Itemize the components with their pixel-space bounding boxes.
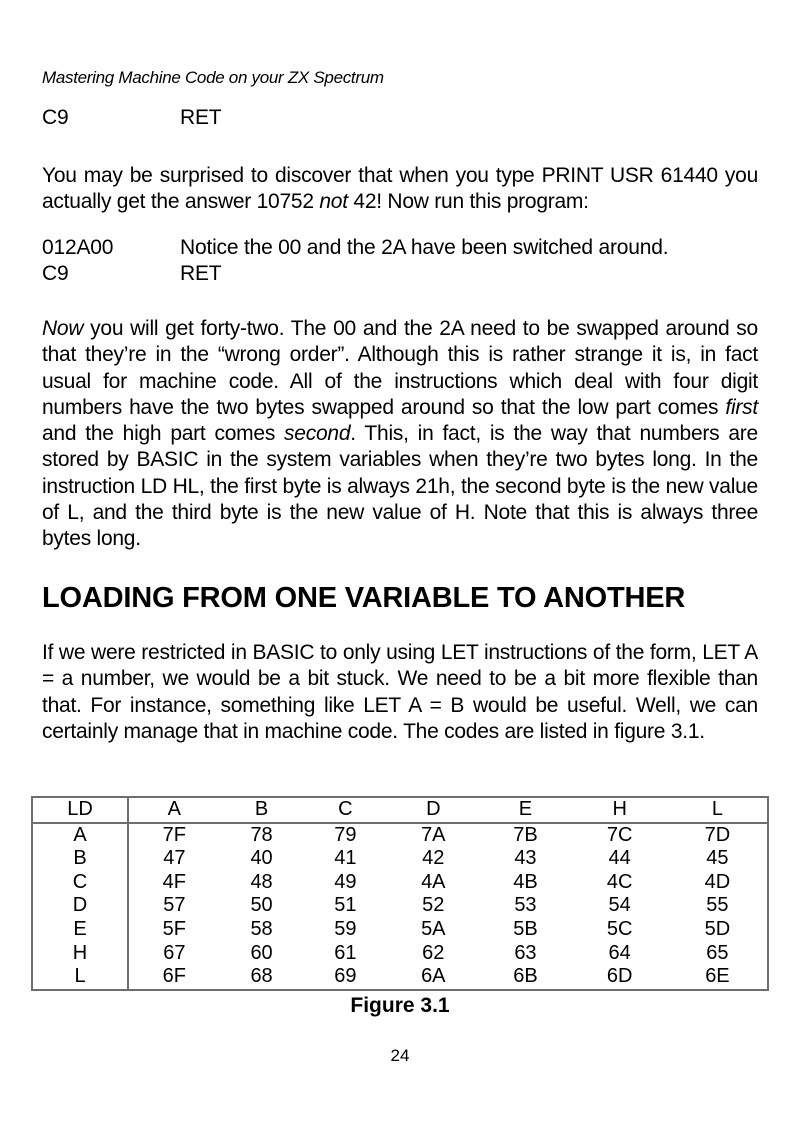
opcode-cell: 6F [162, 965, 186, 988]
row-label: L [32, 965, 128, 990]
opcode-cell: 55 [668, 894, 768, 918]
text-run: . This, in fact, is the way that numbers are stored by BASIC in the system variables when they’re two bytes long. In the instruction LD HL, the first byte is always 21h, the second byte is the new value of L, and the third byte is the new value of H. Note that this is always three bytes long. [42, 422, 758, 551]
text-run: 42! Now run this program: [347, 190, 589, 214]
table-row [32, 894, 768, 918]
opcode-cell: 5C [606, 917, 633, 940]
opcode-cell: 4B [513, 870, 538, 893]
text-run: You may be surprised to discover that when you type PRINT USR 61440 you actually get the answer 10752 [42, 164, 758, 214]
italic-run: second [284, 422, 351, 446]
paragraph-2 [42, 316, 758, 553]
column-header: L [668, 797, 768, 823]
opcode-cell: 6D [606, 965, 633, 988]
code-hex: C9 [42, 106, 69, 129]
opcode-cell: 57 [163, 894, 186, 917]
opcode-cell: 54 [608, 894, 631, 917]
opcode-cell: 52 [422, 894, 445, 917]
opcode-cell: 41 [334, 847, 357, 870]
opcode-cell: 4A [421, 870, 446, 893]
opcode-cell: 47 [163, 847, 186, 870]
table-row [32, 942, 768, 966]
opcode-cell: 42 [422, 847, 445, 870]
opcode-cell: 79 [334, 823, 357, 846]
row-label: H [32, 942, 128, 966]
opcode-cell: 6E [668, 965, 768, 990]
opcode-cell: 58 [250, 917, 273, 940]
opcode-cell: 44 [608, 847, 631, 870]
opcode-cell: 7A [421, 823, 446, 846]
table-header-row [32, 797, 768, 823]
table-row [32, 847, 768, 871]
table-row [32, 823, 768, 848]
opcode-cell: 43 [514, 847, 537, 870]
section-heading: LOADING FROM ONE VARIABLE TO ANOTHER [42, 582, 686, 614]
opcode-cell: 7C [606, 823, 633, 846]
opcode-cell: 4D [668, 871, 768, 895]
row-label: B [32, 847, 128, 871]
opcode-cell: 53 [514, 894, 537, 917]
opcode-cell: 5A [421, 917, 446, 940]
opcode-cell: 5D [668, 918, 768, 942]
opcode-cell: 5B [513, 917, 538, 940]
opcode-cell: 50 [250, 894, 273, 917]
opcode-cell: 51 [334, 894, 357, 917]
opcode-cell: 5F [162, 917, 186, 940]
table-row [32, 871, 768, 895]
opcode-cell: 64 [608, 941, 631, 964]
opcode-cell: 7B [513, 823, 538, 846]
opcode-cell: 60 [250, 941, 273, 964]
opcode-cell: 6A [421, 965, 446, 988]
opcode-cell: 4F [162, 870, 186, 893]
opcode-cell: 65 [668, 942, 768, 966]
opcode-cell: 63 [514, 941, 537, 964]
column-header: A [167, 798, 181, 820]
column-header: C [338, 798, 353, 820]
page-number: 24 [390, 1046, 410, 1065]
figure-caption: Figure 3.1 [350, 994, 450, 1017]
code-op: RET [180, 106, 222, 129]
opcode-cell: 49 [334, 870, 357, 893]
opcode-cell: 78 [250, 823, 273, 846]
opcode-cell: 61 [334, 941, 357, 964]
text-run: you will get forty-two. The 00 and the 2A need to be swapped around so that they’re in the “wrong order”. Although this is rather strange it is, in fact usual for machine code. All of the instructions which deal with four digit numbers have the two bytes swapped around so that the low part comes [42, 317, 758, 419]
column-header: E [518, 798, 533, 820]
italic-run: not [319, 190, 348, 214]
opcode-cell: 40 [250, 847, 273, 870]
opcode-cell: 69 [334, 965, 357, 988]
opcode-cell: 7D [668, 823, 768, 848]
italic-run: first [725, 395, 758, 419]
running-head: Mastering Machine Code on your ZX Spectrum [42, 68, 384, 87]
opcode-cell: 7F [162, 823, 186, 846]
column-header: D [426, 798, 441, 820]
column-header: H [612, 798, 627, 820]
text-run: and the high part comes [42, 422, 285, 446]
italic-run: Now [42, 317, 84, 340]
code-op: Notice the 00 and the 2A have been switched around. [180, 236, 669, 259]
code-hex: C9 [42, 262, 69, 285]
code-op: RET [180, 262, 222, 285]
row-label: D [32, 894, 128, 918]
column-header: B [254, 798, 269, 820]
paragraph-3: If we were restricted in BASIC to only using LET instructions of the form, LET A = a number, we would be a bit stuck. We need to be a bit more flexible than that. For instance, something like LET A = B would be useful. Well, we can certainly manage that in machine code. The codes are listed in figure 3.1. [42, 641, 758, 743]
code-hex: 012A00 [42, 236, 114, 259]
table-row [32, 918, 768, 942]
opcode-cell: 48 [250, 870, 273, 893]
row-label: C [32, 871, 128, 895]
table-row [32, 965, 768, 990]
opcode-cell: 62 [422, 941, 445, 964]
opcode-cell: 45 [668, 847, 768, 871]
column-header: LD [32, 797, 128, 823]
opcode-cell: 59 [334, 917, 357, 940]
opcode-cell: 6B [513, 965, 538, 988]
opcode-cell: 67 [163, 941, 186, 964]
opcode-table [31, 796, 769, 991]
row-label: E [32, 918, 128, 942]
opcode-cell: 68 [250, 965, 273, 988]
row-label: A [32, 823, 128, 848]
opcode-cell: 4C [606, 870, 633, 893]
paragraph-1 [42, 163, 758, 216]
